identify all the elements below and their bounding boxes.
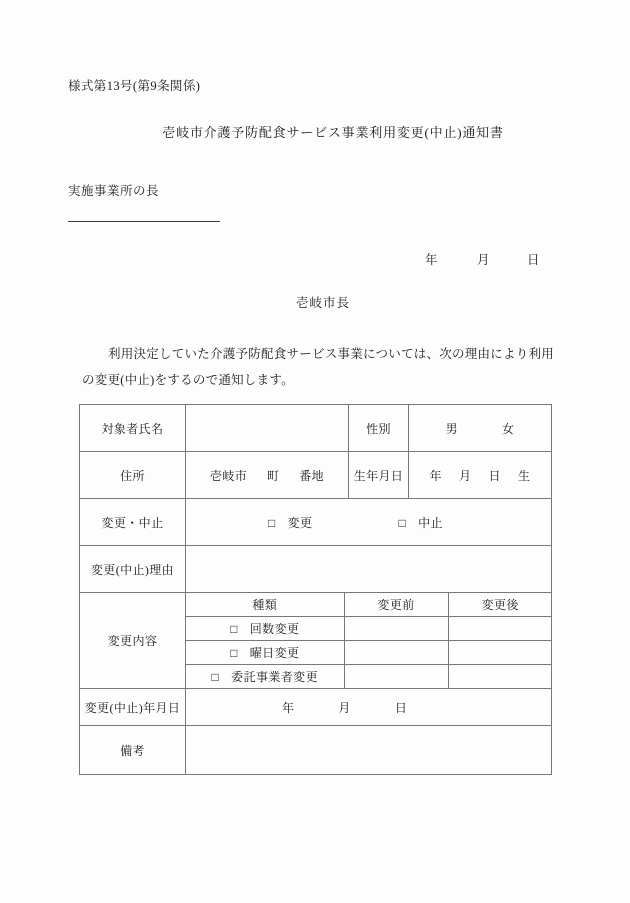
- table-row-reason: [80, 546, 552, 593]
- change-option-label: 変更: [287, 515, 313, 530]
- sex-label: 性別: [349, 405, 409, 452]
- content-after-cell[interactable]: [448, 641, 552, 665]
- effective-date-label: 変更(中止)年月日: [80, 689, 186, 726]
- content-header-after: 変更後: [448, 593, 552, 617]
- note-value-cell[interactable]: [186, 726, 552, 775]
- content-header-kind: 種類: [186, 593, 344, 617]
- checkbox-icon[interactable]: □: [268, 515, 276, 530]
- table-row-change-content: [80, 593, 552, 689]
- form-table-wrapper: [79, 404, 551, 775]
- content-row-weekday-change: [186, 641, 552, 665]
- content-kind-cell[interactable]: [186, 617, 344, 641]
- addressee-label: 実施事業所の長: [68, 184, 160, 198]
- address-city: 壱岐市: [209, 468, 248, 483]
- content-before-cell[interactable]: [344, 617, 448, 641]
- effective-date-month: 月: [338, 700, 351, 715]
- table-row-effective-date: [80, 689, 552, 726]
- table-row-change-stop: [80, 499, 552, 546]
- provider-change-checkbox-group[interactable]: [212, 670, 318, 684]
- change-option-checkbox-group[interactable]: [268, 514, 312, 531]
- change-stop-options-cell[interactable]: [186, 499, 552, 546]
- dob-month: 月: [459, 468, 472, 483]
- table-row-address: [80, 452, 552, 499]
- body-paragraph: 利用決定していた介護予防配食サービス事業については、次の理由により利用の変更(中止)をするので通知します。: [82, 347, 555, 387]
- change-content-header-row: [186, 593, 552, 617]
- checkbox-icon[interactable]: □: [230, 646, 238, 660]
- issue-date-year: 年: [425, 253, 438, 267]
- issue-date-line: [425, 250, 540, 268]
- form-table: [79, 404, 552, 775]
- addressee-signature-line[interactable]: [68, 221, 220, 222]
- name-value-cell[interactable]: [186, 405, 349, 452]
- table-row-note: [80, 726, 552, 775]
- dob-born: 生: [518, 468, 531, 483]
- content-kind-label: 曜日変更: [249, 646, 300, 660]
- form-number: 様式第13号(第9条関係): [68, 79, 201, 93]
- weekday-change-checkbox-group[interactable]: [230, 646, 299, 660]
- change-content-table: [186, 593, 552, 688]
- checkbox-icon[interactable]: □: [211, 670, 220, 684]
- stop-option-label: 中止: [418, 515, 443, 530]
- content-kind-label: 委託事業者変更: [231, 670, 318, 684]
- issue-date-month: 月: [477, 253, 490, 267]
- issue-date-day: 日: [527, 253, 540, 267]
- dob-value-cell[interactable]: [409, 452, 552, 499]
- table-row-name: [80, 405, 552, 452]
- address-town: 町: [266, 468, 280, 483]
- content-row-provider-change: [186, 665, 552, 689]
- name-label: 対象者氏名: [80, 405, 186, 452]
- issuer-name: 壱岐市長: [295, 296, 350, 310]
- effective-date-cell[interactable]: [186, 689, 552, 726]
- sex-option-female[interactable]: 女: [502, 421, 515, 436]
- content-row-count-change: [186, 617, 552, 641]
- content-after-cell[interactable]: [448, 617, 552, 641]
- effective-date-year: 年: [282, 700, 295, 715]
- note-label: 備考: [80, 726, 186, 775]
- checkbox-icon[interactable]: □: [230, 622, 238, 636]
- content-header-before: 変更前: [344, 593, 448, 617]
- document-title: 壱岐市介護予防配食サービス事業利用変更(中止)通知書: [162, 125, 504, 140]
- address-label: 住所: [80, 452, 186, 499]
- change-content-cell: [186, 593, 552, 689]
- content-kind-cell[interactable]: [186, 641, 344, 665]
- stop-option-checkbox-group[interactable]: [398, 514, 442, 531]
- dob-day: 日: [488, 468, 501, 483]
- dob-label: 生年月日: [349, 452, 409, 499]
- sex-value-cell[interactable]: [409, 405, 552, 452]
- content-before-cell[interactable]: [344, 641, 448, 665]
- address-value-cell[interactable]: [186, 452, 349, 499]
- sex-option-male[interactable]: 男: [445, 421, 458, 436]
- reason-label: 変更(中止)理由: [80, 546, 186, 593]
- dob-year: 年: [429, 468, 442, 483]
- count-change-checkbox-group[interactable]: [230, 622, 299, 636]
- content-after-cell[interactable]: [448, 665, 552, 689]
- reason-value-cell[interactable]: [186, 546, 552, 593]
- content-kind-label: 回数変更: [249, 622, 300, 636]
- effective-date-day: 日: [394, 700, 408, 715]
- change-stop-label: 変更・中止: [80, 499, 186, 546]
- address-banchi: 番地: [299, 468, 325, 483]
- content-before-cell[interactable]: [344, 665, 448, 689]
- checkbox-icon[interactable]: □: [398, 515, 407, 530]
- content-kind-cell[interactable]: [186, 665, 344, 689]
- change-content-label: 変更内容: [80, 593, 186, 689]
